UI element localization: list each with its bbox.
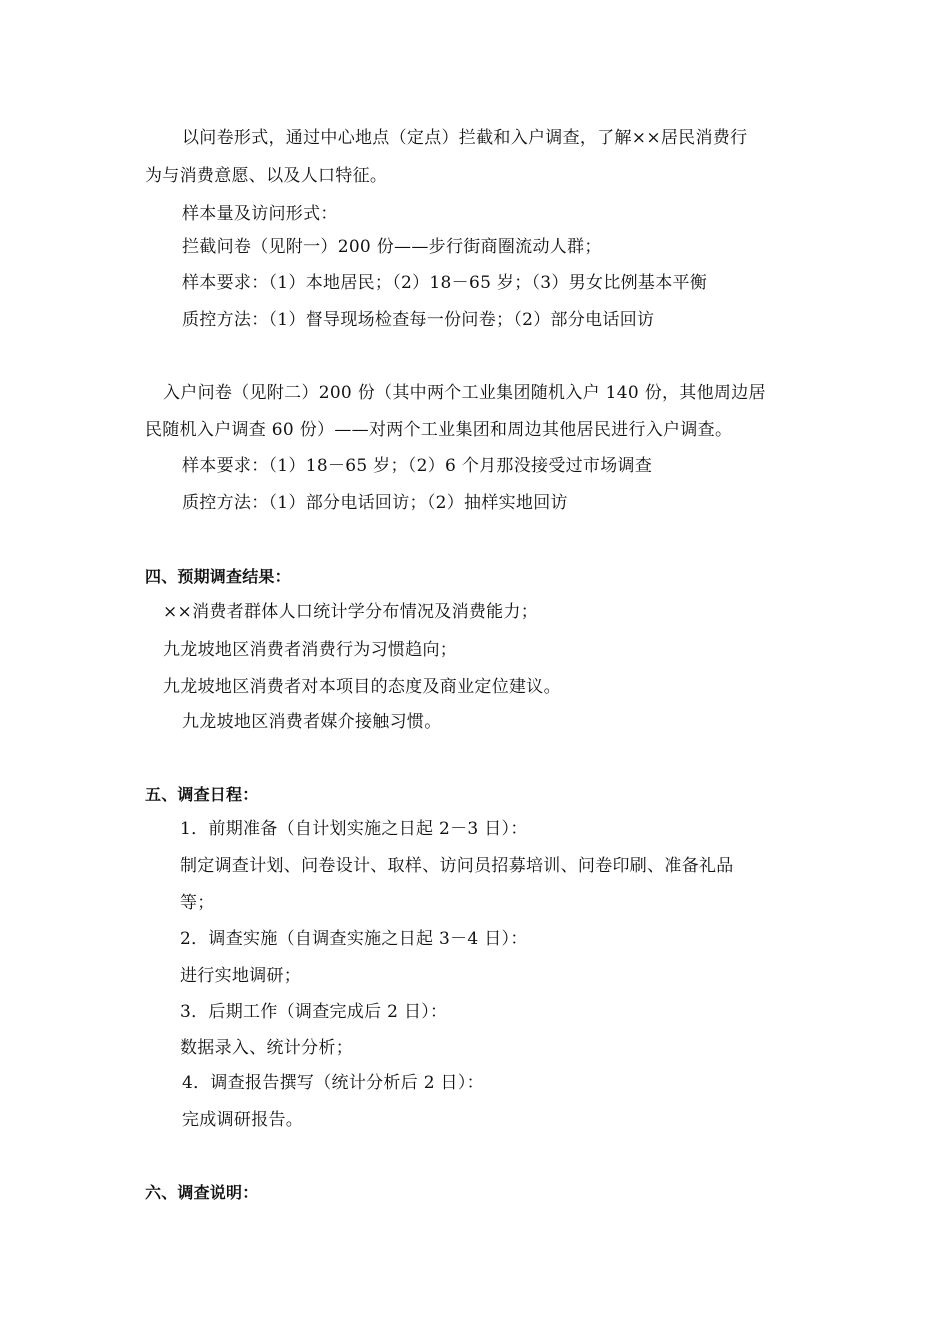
intro-paragraph-line-2: 为与消费意愿、以及人口特征。 xyxy=(145,166,388,186)
section-5-heading: 五、调查日程： xyxy=(145,785,259,804)
sample-title: 样本量及访问形式： xyxy=(182,204,338,224)
intercept-survey-line: 拦截问卷（见附一）200 份——步行街商圈流动人群； xyxy=(182,237,602,257)
household-quality-control: 质控方法：（1）部分电话回访；（2）抽样实地回访 xyxy=(182,493,568,513)
intro-paragraph-line-1: 以问卷形式，通过中心地点（定点）拦截和入户调查，了解××居民消费行 xyxy=(182,128,748,148)
schedule-step-3-desc: 数据录入、统计分析； xyxy=(180,1038,353,1058)
schedule-step-4-desc: 完成调研报告。 xyxy=(182,1110,304,1130)
expected-result-item: 九龙坡地区消费者对本项目的态度及商业定位建议。 xyxy=(163,677,561,697)
intercept-quality-control: 质控方法：（1）督导现场检查每一份问卷；（2）部分电话回访 xyxy=(182,310,655,330)
expected-result-item: 九龙坡地区消费者消费行为习惯趋向； xyxy=(163,640,458,660)
expected-result-item: ××消费者群体人口统计学分布情况及消费能力； xyxy=(163,602,539,622)
household-survey-line-1: 入户问卷（见附二）200 份（其中两个工业集团随机入户 140 份，其他周边居 xyxy=(163,383,766,403)
schedule-step-1-desc-line-2: 等； xyxy=(180,893,215,913)
schedule-step-4-title: 4．调查报告撰写（统计分析后 2 日）： xyxy=(182,1073,484,1093)
household-survey-line-2: 民随机入户调查 60 份）——对两个工业集团和周边其他居民进行入户调查。 xyxy=(145,420,733,440)
schedule-step-2-desc: 进行实地调研； xyxy=(180,966,302,986)
schedule-step-2-title: 2．调查实施（自调查实施之日起 3－4 日）： xyxy=(180,929,528,949)
schedule-step-1-title: 1．前期准备（自计划实施之日起 2－3 日）： xyxy=(180,819,528,839)
section-4-heading: 四、预期调查结果： xyxy=(145,567,291,586)
intercept-sample-requirements: 样本要求：（1）本地居民；（2）18－65 岁；（3）男女比例基本平衡 xyxy=(182,273,708,293)
schedule-step-1-desc-line-1: 制定调查计划、问卷设计、取样、访问员招募培训、问卷印刷、准备礼品 xyxy=(180,856,734,876)
schedule-step-3-title: 3．后期工作（调查完成后 2 日）： xyxy=(180,1002,448,1022)
expected-result-item: 九龙坡地区消费者媒介接触习惯。 xyxy=(182,712,442,732)
household-sample-requirements: 样本要求：（1）18－65 岁；（2）6 个月那没接受过市场调查 xyxy=(182,456,653,476)
section-6-heading: 六、调查说明： xyxy=(145,1183,259,1202)
